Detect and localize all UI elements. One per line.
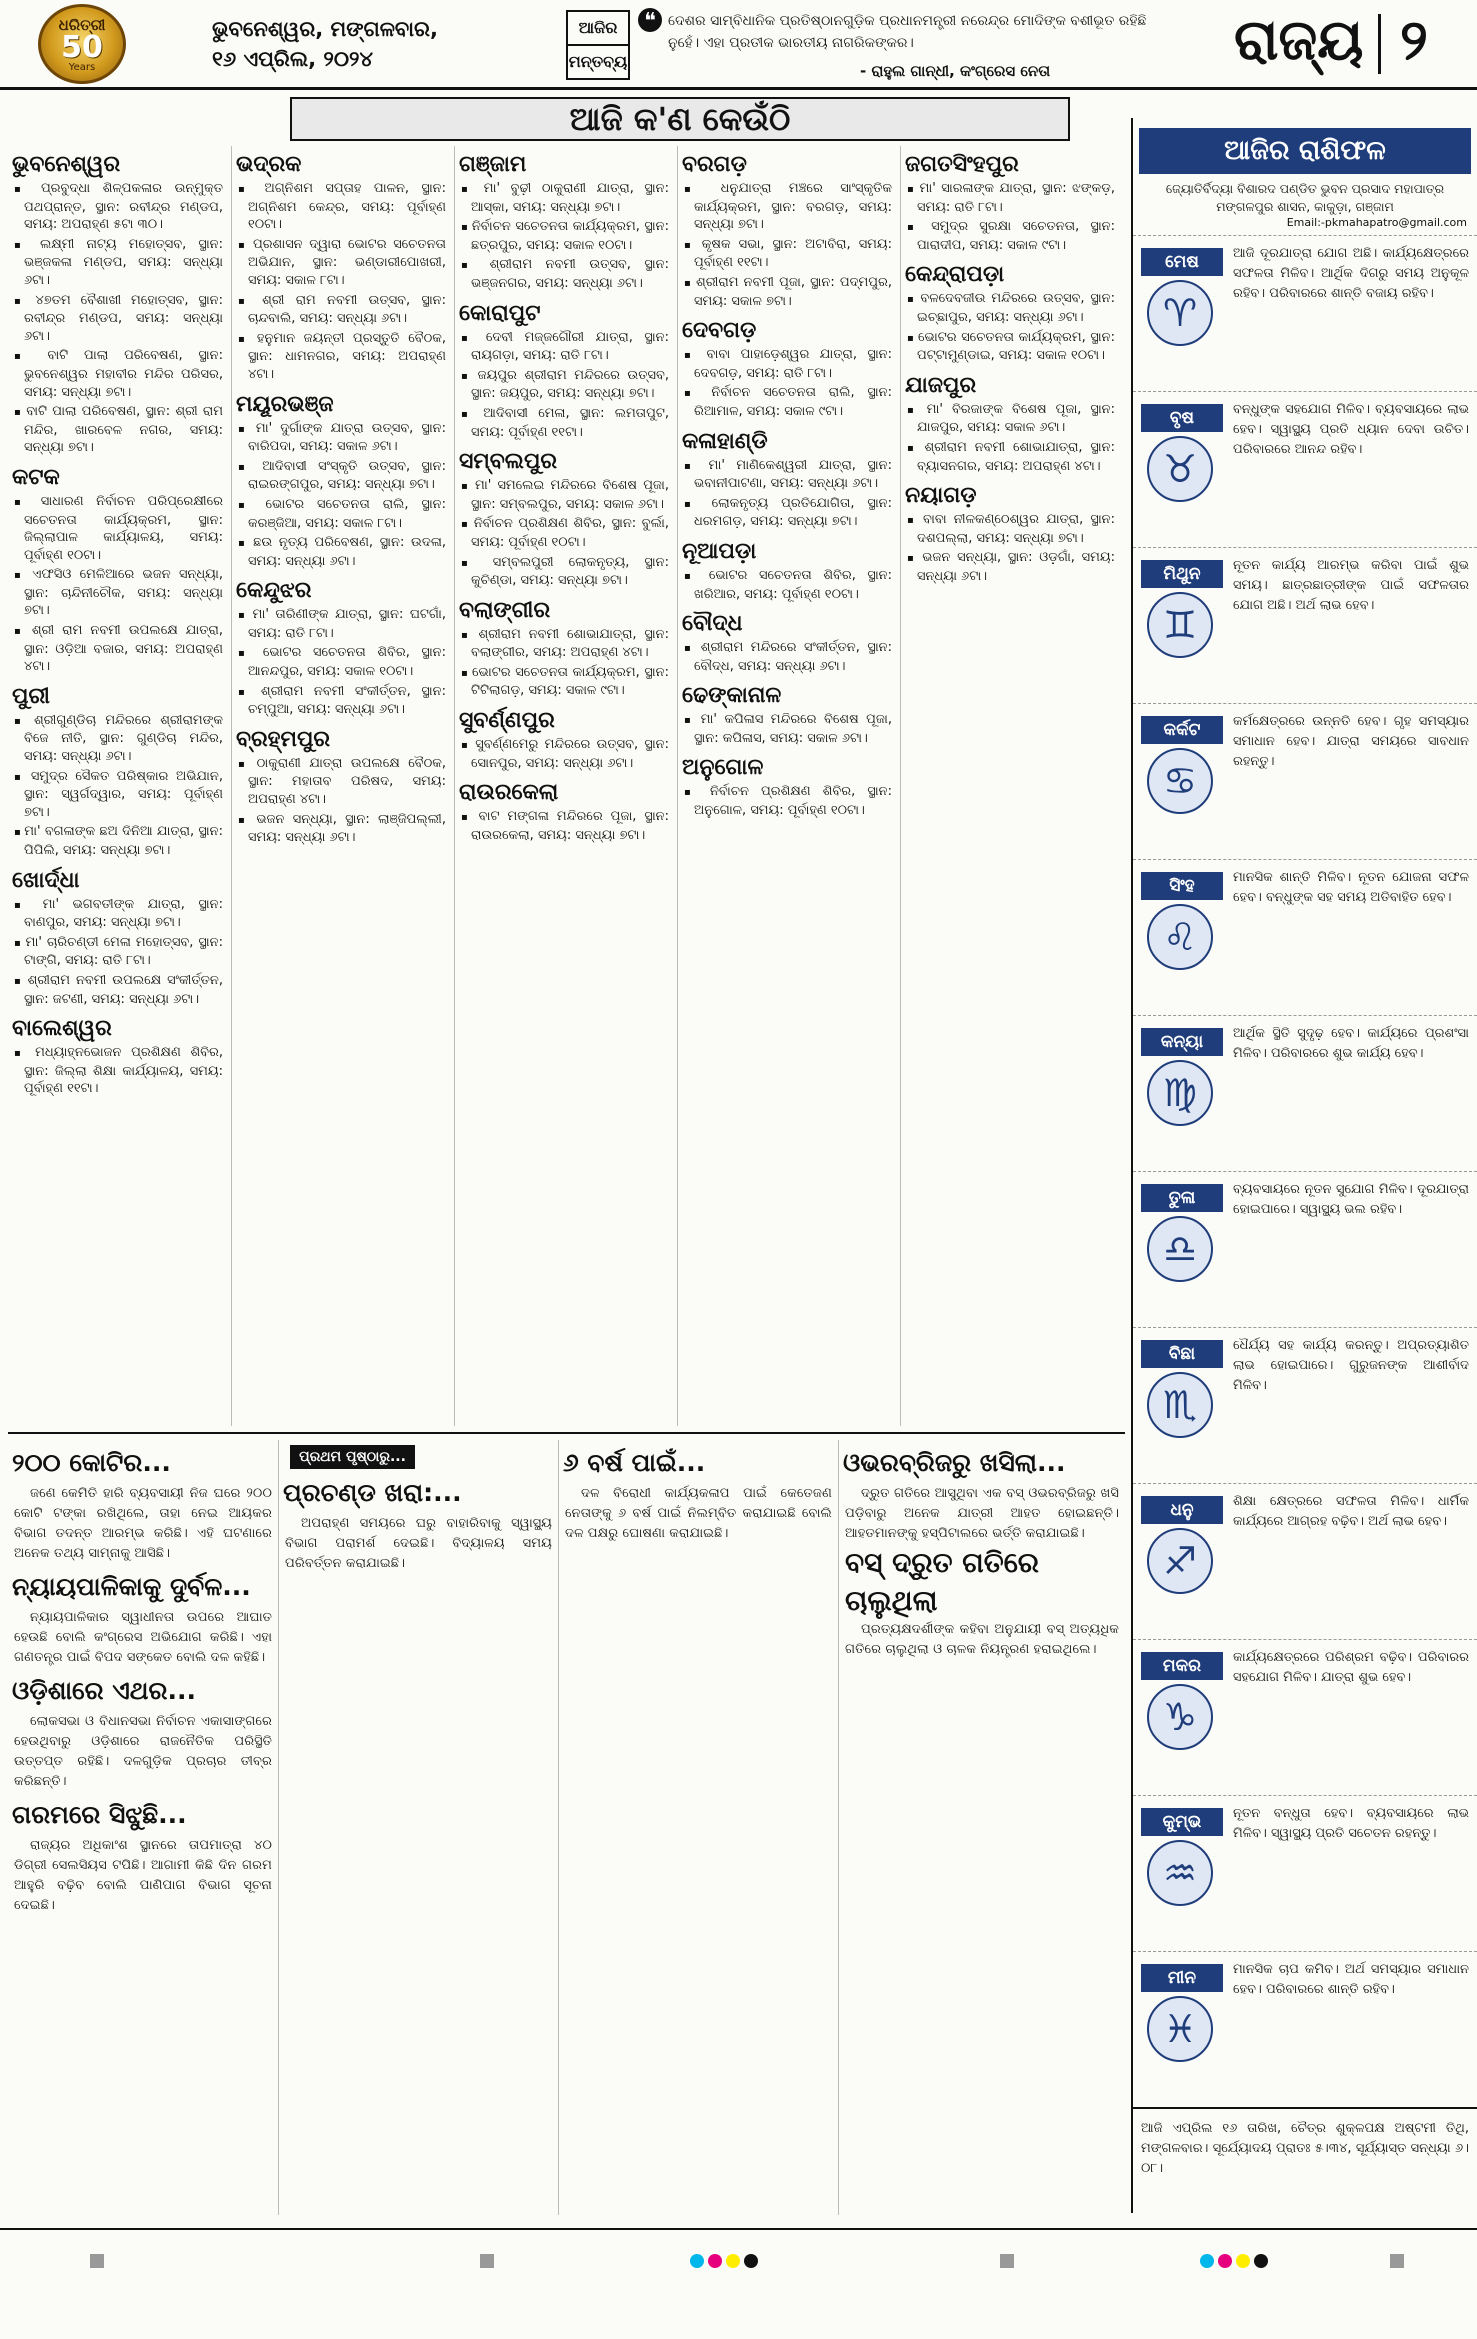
zodiac-sign-name: ମକର (1141, 1652, 1223, 1680)
district-heading: ଭୁବନେଶ୍ୱର (12, 152, 121, 177)
libra-icon: ♎ (1147, 1216, 1213, 1282)
logo-anniversary-number: 50 (61, 29, 103, 65)
masthead (0, 0, 1477, 90)
zodiac-prediction: ଆଜି ଦୂରଯାତ୍ରା ଯୋଗ ଅଛି। କାର୍ଯ୍ୟକ୍ଷେତ୍ରରେ ସଫଳତା ମିଳିବ। ଆର୍ଥିକ ଦିଗରୁ ସମୟ ଅନୁକୂଳ ରହିବ। ପରିବାରରେ ଶାନ୍ତି ବଜାୟ ରହିବ। (1233, 246, 1469, 301)
zodiac-sign-name: ଧନୁ (1141, 1496, 1223, 1524)
district-heading: ପୁରୀ (12, 683, 50, 709)
event-item: ▪ ଶ୍ରୀରାମ ନବମୀ ଶୋଭାଯାତ୍ରା, ସ୍ଥାନ: ବଲାଙ୍ଗୀର, ସମୟ: ଅପରାହ୍ଣ ୪ଟା। (455, 626, 673, 664)
district-heading: ଯାଜପୁର (905, 372, 977, 398)
quote-icon: ❝ (638, 8, 662, 32)
zodiac-sign-block (1133, 1483, 1477, 1639)
article-headline: ନ୍ୟାୟପାଳିକାକୁ ଦୁର୍ବଳ... (12, 1572, 251, 1601)
district-heading: ଦେବଗଡ଼ (682, 318, 757, 344)
black-dot (744, 2254, 758, 2268)
district-heading: ଭଦ୍ରକ (236, 152, 302, 177)
magenta-dot (1218, 2254, 1232, 2268)
yellow-dot (726, 2254, 740, 2268)
zodiac-sign-name: କନ୍ୟା (1141, 1028, 1223, 1056)
event-item: ▪ ଭୋଟର ସଚେତନତା କାର୍ଯ୍ୟକ୍ରମ, ସ୍ଥାନ: ଟିଟିଲାଗଡ଼, ସମୟ: ସକାଳ ୯ଟା। (455, 664, 673, 702)
horoscope-panel (1131, 118, 1477, 2213)
today-label: ଆଜିର (568, 12, 628, 46)
article-headline: ୬ ବର୍ଷ ପାଇଁ... (563, 1448, 706, 1477)
district-heading: କଟକ (12, 464, 60, 490)
article-headline: ୨୦୦ କୋଟିର... (12, 1448, 171, 1477)
article-headline: ବସ୍ ଦ୍ରୁତ ଗତିରେ ଚାଲୁଥିଲା (845, 1546, 1040, 1617)
newspaper-logo (38, 4, 126, 84)
zodiac-sign-block (1133, 1171, 1477, 1327)
events-listing (8, 146, 1125, 1426)
pisces-icon: ♓ (1147, 1996, 1213, 2062)
astrologer-email: Email:-pkmahapatro@gmail.com (1286, 216, 1467, 229)
district-heading: ଗଞ୍ଜାମ (459, 152, 527, 177)
quote-text: ଦେଶର ସାମ୍ବିଧାନିକ ପ୍ରତିଷ୍ଠାନଗୁଡ଼ିକ ପ୍ରଧାନମନ୍ତ୍ରୀ ନରେନ୍ଦ୍ର ମୋଦିଙ୍କ ବଶୀଭୂତ ରହିଛି ନୁହେଁ। ଏହା ପ୍ରତୀକ ଭାରତୀୟ ନାଗରିକଙ୍କର। (668, 13, 1147, 51)
zodiac-sign-name: ସିଂହ (1141, 872, 1223, 900)
district-heading: ବୌଦ୍ଧ (682, 611, 743, 637)
article-body: ଅପରାହ୍ଣ ସମୟରେ ଘରୁ ବାହାରିବାକୁ ସ୍ୱାସ୍ଥ୍ୟ ବିଭାଗ ପରାମର୍ଶ ଦେଇଛି। ବିଦ୍ୟାଳୟ ସମୟ ପରିବର୍ତ୍ତନ କରାଯାଇଛି। (285, 1516, 552, 1571)
district-heading: ବରଗଡ଼ (682, 152, 747, 177)
aries-icon: ♈ (1147, 280, 1213, 346)
events-column (8, 146, 227, 1426)
event-item: ▪ ବାବା ନୀଳକଣ୍ଠେଶ୍ୱର ଯାତ୍ରା, ସ୍ଥାନ: ଦଶପଲ୍ଲା, ସମୟ: ସନ୍ଧ୍ୟା ୭ଟା। (901, 511, 1119, 549)
event-item: ▪ ମା' ବୁଢ଼ୀ ଠାକୁରାଣୀ ଯାତ୍ରା, ସ୍ଥାନ: ଆସ୍କା, ସମୟ: ସନ୍ଧ୍ୟା ୭ଟା। (455, 180, 673, 218)
event-item: ▪ ମା' କପିଳାସ ମନ୍ଦିରରେ ବିଶେଷ ପୂଜା, ସ୍ଥାନ: କପିଳାସ, ସମୟ: ସକାଳ ୬ଟା। (678, 711, 896, 749)
dateline-date: ୧୬ ଏପ୍ରିଲ, ୨୦୨୪ (212, 47, 373, 71)
event-item: ▪ ଭଜନ ସନ୍ଧ୍ୟା, ସ୍ଥାନ: ଲାଞ୍ଜିପଲ୍ଲୀ, ସମୟ: ସନ୍ଧ୍ୟା ୬ଟା। (232, 811, 450, 849)
zodiac-prediction: ମାନସିକ ଶାନ୍ତି ମିଳିବ। ନୂତନ ଯୋଜନା ସଫଳ ହେବ। ବନ୍ଧୁଙ୍କ ସହ ସମୟ ଅତିବାହିତ ହେବ। (1233, 870, 1469, 905)
article-body: ଜଣେ କେମିତି ହାରି ବ୍ୟବସାୟୀ ନିଜ ଘରେ ୨୦୦ କୋଟି ଟଙ୍କା ରଖିଥିଲେ, ତାହା ନେଇ ଆୟକର ବିଭାଗ ତଦନ୍ତ ଆରମ୍ଭ କରିଛି। ଏହି ଘଟଣାରେ ଅନେକ ତଥ୍ୟ ସାମ୍ନାକୁ ଆସିଛି। (14, 1486, 272, 1561)
district-heading: ରାଉରକେଲା (459, 780, 559, 806)
zodiac-sign-name: ତୁଳା (1141, 1184, 1223, 1212)
district-heading: କେନ୍ଦ୍ରାପଡ଼ା (905, 262, 1005, 288)
event-item: ▪ ଜୟପୁର ଶ୍ରୀରାମ ମନ୍ଦିରରେ ଉତ୍ସବ, ସ୍ଥାନ: ଜୟପୁର, ସମୟ: ସନ୍ଧ୍ୟା ୭ଟା। (455, 367, 673, 405)
event-item: ▪ ଆଦିବାସୀ ମେଳା, ସ୍ଥାନ: ଲମତାପୁଟ, ସମୟ: ପୂର୍ବାହ୍ଣ ୧୧ଟା। (455, 405, 673, 443)
zodiac-prediction: ବନ୍ଧୁଙ୍କ ସହଯୋଗ ମିଳିବ। ବ୍ୟବସାୟରେ ଲାଭ ହେବ। ସ୍ୱାସ୍ଥ୍ୟ ପ୍ରତି ଧ୍ୟାନ ଦେବା ଉଚିତ। ପରିବାରରେ ଆନନ୍ଦ ରହିବ। (1233, 402, 1469, 457)
yellow-dot (1236, 2254, 1250, 2268)
news-column-3 (558, 1440, 838, 2215)
news-column-4 (838, 1440, 1125, 2215)
section-divider (8, 1432, 1125, 1434)
registration-mark (1390, 2254, 1404, 2268)
event-item: ▪ ସମୁଦ୍ର ସୈକତ ପରିଷ୍କାର ଅଭିଯାନ, ସ୍ଥାନ: ସ୍ୱର୍ଗଦ୍ୱାର, ସମୟ: ପୂର୍ବାହ୍ଣ ୭ଟା। (8, 768, 227, 824)
event-item: ▪ ବାବା ପାହାଡ଼େଶ୍ୱର ଯାତ୍ରା, ସ୍ଥାନ: ଦେବଗଡ଼, ସମୟ: ରାତି ୮ଟା। (678, 346, 896, 384)
event-item: ▪ ଭୋଟର ସଚେତନତା ରାଲି, ସ୍ଥାନ: କରଞ୍ଜିଆ, ସମୟ: ସକାଳ ୮ଟା। (232, 496, 450, 534)
astrologer-address: ମଙ୍ଗଳପୁର ଶାସନ, କାକୁଡ଼ା, ଗଞ୍ଜାମ (1216, 199, 1394, 214)
event-item: ▪ ଲକ୍ଷ୍ମୀ ନାଟ୍ୟ ମହୋତ୍ସବ, ସ୍ଥାନ: ଭଞ୍ଜକଳା ମଣ୍ଡପ, ସମୟ: ସନ୍ଧ୍ୟା ୬ଟା। (8, 236, 227, 292)
event-item: ▪ ଠାକୁରାଣୀ ଯାତ୍ରା ଉପଲକ୍ଷେ ବୈଠକ, ସ୍ଥାନ: ମହାତାବ ପରିଷଦ, ସମୟ: ଅପରାହ୍ଣ ୪ଟା। (232, 755, 450, 811)
event-item: ▪ ନିର୍ବାଚନ ସଚେତନତା କାର୍ଯ୍ୟକ୍ରମ, ସ୍ଥାନ: ଛତ୍ରପୁର, ସମୟ: ସକାଳ ୧୦ଟା। (455, 218, 673, 256)
zodiac-sign-name: କର୍କଟ (1141, 716, 1223, 744)
section-title: ରାଜ୍ୟ (1234, 8, 1364, 73)
event-item: ▪ ଭୋଟର ସଚେତନତା ଶିବିର, ସ୍ଥାନ: ଖରିଆର, ସମୟ: ପୂର୍ବାହ୍ଣ ୧୦ଟା। (678, 567, 896, 605)
scorpio-icon: ♏ (1147, 1372, 1213, 1438)
event-item: ▪ ନିର୍ବାଚନ ପ୍ରଶିକ୍ଷଣ ଶିବିର, ସ୍ଥାନ: ବୁର୍ଲା, ସମୟ: ପୂର୍ବାହ୍ଣ ୧୦ଟା। (455, 515, 673, 553)
event-item: ▪ ଭୋଟର ସଚେତନତା ଶିବିର, ସ୍ଥାନ: ଆନନ୍ଦପୁର, ସମୟ: ସକାଳ ୧୦ଟା। (232, 644, 450, 682)
district-heading: ସୁବର୍ଣ୍ଣପୁର (459, 708, 555, 734)
article-body: ଦଳ ବିରୋଧୀ କାର୍ଯ୍ୟକଳାପ ପାଇଁ କେତେଜଣ ନେତାଙ୍କୁ ୬ ବର୍ଷ ପାଇଁ ନିଲମ୍ବିତ କରାଯାଇଛି ବୋଲି ଦଳ ପକ୍ଷରୁ ଘୋଷଣା କରାଯାଇଛି। (565, 1486, 832, 1541)
event-item: ▪ ଶ୍ରୀରାମ ନବମୀ ଶୋଭାଯାତ୍ରା, ସ୍ଥାନ: ବ୍ୟାସନଗର, ସମୟ: ଅପରାହ୍ଣ ୪ଟା। (901, 439, 1119, 477)
event-item: ▪ କୃଷକ ସଭା, ସ୍ଥାନ: ଅଟାବିରା, ସମୟ: ପୂର୍ବାହ୍ଣ ୧୧ଟା। (678, 236, 896, 274)
almanac-text: ଆଜି ଏପ୍ରିଲ ୧୬ ତାରିଖ, ଚୈତ୍ର ଶୁକ୍ଳପକ୍ଷ ଅଷ୍ଟମୀ ତିଥି, ମଙ୍ଗଳବାର। ସୂର୍ଯ୍ୟୋଦୟ ପ୍ରାତଃ ୫।୩୪, ସୂର୍ଯ୍ୟାସ୍ତ ସନ୍ଧ୍ୟା ୬।୦୮। (1133, 2107, 1477, 2189)
registration-mark (1000, 2254, 1014, 2268)
today-comment-label (566, 10, 630, 80)
zodiac-sign-name: ମୀନ (1141, 1964, 1223, 1992)
registration-mark (480, 2254, 494, 2268)
event-item: ▪ ଭଜନ ସନ୍ଧ୍ୟା, ସ୍ଥାନ: ଓଡ଼଼ଗାଁ, ସମୟ: ସନ୍ଧ୍ୟା ୬ଟା। (901, 549, 1119, 587)
event-item: ▪ ମଧ୍ୟାହ୍ନଭୋଜନ ପ୍ରଶିକ୍ଷଣ ଶିବିର, ସ୍ଥାନ: ଜିଲ୍ଲା ଶିକ୍ଷା କାର୍ଯ୍ୟାଳୟ, ସମୟ: ପୂର୍ବାହ୍ଣ ୧୧ଟା। (8, 1044, 227, 1100)
zodiac-prediction: ନୂତନ କାର୍ଯ୍ୟ ଆରମ୍ଭ କରିବା ପାଇଁ ଶୁଭ ସମୟ। ଛାତ୍ରଛାତ୍ରୀଙ୍କ ପାଇଁ ସଫଳତାର ଯୋଗ ଅଛି। ଅର୍ଥ ଲାଭ ହେବ। (1233, 558, 1469, 613)
zodiac-prediction: ଧୈର୍ଯ୍ୟ ସହ କାର୍ଯ୍ୟ କରନ୍ତୁ। ଅପ୍ରତ୍ୟାଶିତ ଲାଭ ହୋଇପାରେ। ଗୁରୁଜନଙ୍କ ଆଶୀର୍ବାଦ ମିଳିବ। (1233, 1338, 1469, 1393)
event-item: ▪ ମା' ଭଗବତୀଙ୍କ ଯାତ୍ରା, ସ୍ଥାନ: ବାଣପୁର, ସମୟ: ସନ୍ଧ୍ୟା ୭ଟା। (8, 896, 227, 934)
zodiac-prediction: କର୍ମକ୍ଷେତ୍ରରେ ଉନ୍ନତି ହେବ। ଗୃହ ସମସ୍ୟାର ସମାଧାନ ହେବ। ଯାତ୍ରା ସମୟରେ ସାବଧାନ ରହନ୍ତୁ। (1233, 714, 1469, 769)
zodiac-sign-block (1133, 1327, 1477, 1483)
event-item: ▪ ଲୋକନୃତ୍ୟ ପ୍ରତିଯୋଗିତା, ସ୍ଥାନ: ଧରମଗଡ଼, ସମୟ: ସନ୍ଧ୍ୟା ୭ଟା। (678, 495, 896, 533)
event-item: ▪ ମା' ବଗଳାଙ୍କ ଛଅ ଦିନିଆ ଯାତ୍ରା, ସ୍ଥାନ: ପିପିଲି, ସମୟ: ସନ୍ଧ୍ୟା ୭ଟା। (8, 823, 227, 861)
district-heading: କୋରାପୁଟ (459, 300, 541, 326)
event-item: ▪ ଶ୍ରୀରାମ ମନ୍ଦିରରେ ସଂକୀର୍ତ୍ତନ, ସ୍ଥାନ: ବୌଦ୍ଧ, ସମୟ: ସନ୍ଧ୍ୟା ୬ଟା। (678, 639, 896, 677)
event-item: ▪ ଛଉ ନୃତ୍ୟ ପରିବେଷଣ, ସ୍ଥାନ: ଉଦଳା, ସମୟ: ସନ୍ଧ୍ୟା ୬ଟା। (232, 534, 450, 572)
district-heading: ନୟାଗଡ଼ (905, 483, 977, 509)
district-heading: ଜଗତସିଂହପୁର (905, 152, 1019, 177)
zodiac-sign-name: ବୃଷ (1141, 404, 1223, 432)
zodiac-prediction: ନୂତନ ବନ୍ଧୁତା ହେବ। ବ୍ୟବସାୟରେ ଲାଭ ମିଳିବ। ସ୍ୱାସ୍ଥ୍ୟ ପ୍ରତି ସଚେତନ ରହନ୍ତୁ। (1233, 1806, 1469, 1841)
zodiac-sign-block (1133, 1639, 1477, 1795)
article-headline: ପ୍ରଚଣ୍ଡ ଖରା:... (283, 1478, 462, 1507)
zodiac-sign-block (1133, 703, 1477, 859)
page-footer (0, 2228, 1477, 2339)
article-headline: ଓଭରବ୍ରିଜରୁ ଖସିଲା... (843, 1448, 1066, 1477)
article-headline: ଗରମରେ ସିଝୁଛି... (12, 1800, 187, 1829)
zodiac-list (1133, 235, 1477, 2107)
district-heading: କଳାହାଣ୍ଡି (682, 428, 768, 454)
event-item: ▪ ଏଫସିଓ ମେଳିଆରେ ଭଜନ ସନ୍ଧ୍ୟା, ସ୍ଥାନ: ଚାନ୍ଦିନୀଚୌକ, ସମୟ: ସନ୍ଧ୍ୟା ୭ଟା। (8, 566, 227, 622)
zodiac-prediction: ଶିକ୍ଷା କ୍ଷେତ୍ରରେ ସଫଳତା ମିଳିବ। ଧାର୍ମିକ କାର୍ଯ୍ୟରେ ଆଗ୍ରହ ବଢ଼ିବ। ଅର୍ଥ ଲାଭ ହେବ। (1233, 1494, 1469, 1529)
cyan-dot (690, 2254, 704, 2268)
logo-name: ଧରିତ୍ରୀ (58, 15, 106, 34)
event-item: ▪ ହନୁମାନ ଜୟନ୍ତୀ ପ୍ରସ୍ତୁତି ବୈଠକ, ସ୍ଥାନ: ଧାମନଗର, ସମୟ: ଅପରାହ୍ଣ ୪ଟା। (232, 330, 450, 386)
district-heading: ବଲାଙ୍ଗୀର (459, 597, 551, 623)
zodiac-sign-block (1133, 547, 1477, 703)
zodiac-prediction: ବ୍ୟବସାୟରେ ନୂତନ ସୁଯୋଗ ମିଳିବ। ଦୂରଯାତ୍ରା ହୋଇପାରେ। ସ୍ୱାସ୍ଥ୍ୟ ଭଲ ରହିବ। (1233, 1182, 1469, 1217)
black-dot (1254, 2254, 1268, 2268)
event-item: ▪ ମା' ସମଲେଇ ମନ୍ଦିରରେ ବିଶେଷ ପୂଜା, ସ୍ଥାନ: ସମ୍ବଲପୁର, ସମୟ: ସକାଳ ୬ଟା। (455, 477, 673, 515)
zodiac-sign-name: କୁମ୍ଭ (1141, 1808, 1223, 1836)
zodiac-sign-name: ବିଛା (1141, 1340, 1223, 1368)
zodiac-sign-name: ମିଥୁନ (1141, 560, 1223, 588)
event-item: ▪ ସୁବର୍ଣ୍ଣମେରୁ ମନ୍ଦିରରେ ଉତ୍ସବ, ସ୍ଥାନ: ସୋନପୁର, ସମୟ: ସନ୍ଧ୍ୟା ୬ଟା। (455, 736, 673, 774)
events-banner: ଆଜି କ'ଣ କେଉଁଠି (290, 97, 1070, 141)
magenta-dot (708, 2254, 722, 2268)
event-item: ▪ ଶ୍ରୀରାମ ନବମୀ ପୂଜା, ସ୍ଥାନ: ପଦ୍ମପୁର, ସମୟ: ସକାଳ ୭ଟା। (678, 274, 896, 312)
aquarius-icon: ♒ (1147, 1840, 1213, 1906)
event-item: ▪ ସାଧାରଣ ନିର୍ବାଚନ ପରିପ୍ରେକ୍ଷୀରେ ସଚେତନତା କାର୍ଯ୍ୟକ୍ରମ, ସ୍ଥାନ: ଜିଲ୍ଲାପାଳ କାର୍ଯ୍ୟାଳୟ, ସମୟ: ପୂର୍ବାହ୍ଣ ୧୦ଟା। (8, 493, 227, 566)
event-item: ▪ ଶ୍ରୀଗୁଣ୍ଡିଚା ମନ୍ଦିରରେ ଶ୍ରୀରାମଙ୍କ ବିଜେ ନୀତି, ସ୍ଥାନ: ଗୁଣ୍ଡିଚା ମନ୍ଦିର, ସମୟ: ସନ୍ଧ୍ୟା ୬ଟା। (8, 712, 227, 768)
news-column-2 (278, 1440, 558, 2215)
zodiac-sign-block (1133, 1951, 1477, 2107)
event-item: ▪ ଆଦିବାସୀ ସଂସ୍କୃତି ଉତ୍ସବ, ସ୍ଥାନ: ରାଇରଙ୍ଗପୁର, ସମୟ: ସନ୍ଧ୍ୟା ୭ଟା। (232, 458, 450, 496)
zodiac-sign-name: ମେଷ (1141, 248, 1223, 276)
district-heading: ସମ୍ବଲପୁର (459, 449, 558, 475)
leo-icon: ♌ (1147, 904, 1213, 970)
event-item: ▪ ଶ୍ରୀ ରାମ ନବମୀ ଉତ୍ସବ, ସ୍ଥାନ: ଚାନ୍ଦବାଲି, ସମୟ: ସନ୍ଧ୍ୟା ୬ଟା। (232, 292, 450, 330)
news-column-1 (8, 1440, 278, 2215)
sagittarius-icon: ♐ (1147, 1528, 1213, 1594)
district-heading: ନୂଆପଡ଼ା (682, 538, 757, 564)
event-item: ▪ ନିର୍ବାଚନ ପ୍ରଶିକ୍ଷଣ ଶିବିର, ସ୍ଥାନ: ଅନୁଗୋଳ, ସମୟ: ପୂର୍ବାହ୍ଣ ୧୦ଟା। (678, 783, 896, 821)
astrologer-credit (1133, 180, 1477, 216)
zodiac-prediction: ମାନସିକ ଚାପ କମିବ। ଅର୍ଥ ସମସ୍ୟାର ସମାଧାନ ହେବ। ପରିବାରରେ ଶାନ୍ତି ରହିବ। (1233, 1962, 1469, 1997)
color-registration (1200, 2254, 1268, 2268)
events-column (677, 146, 896, 1426)
article-body: ରାଜ୍ୟର ଅଧିକାଂଶ ସ୍ଥାନରେ ତାପମାତ୍ରା ୪୦ ଡିଗ୍ରୀ ସେଲସିୟସ ଟପିଛି। ଆଗାମୀ କିଛି ଦିନ ଗରମ ଆହୁରି ବଢ଼ିବ ବୋଲି ପାଣିପାଗ ବିଭାଗ ସୂଚନା ଦେଇଛି। (14, 1838, 272, 1913)
capricorn-icon: ♑ (1147, 1684, 1213, 1750)
taurus-icon: ♉ (1147, 436, 1213, 502)
event-item: ▪ ୪୭ତମ ବୈଶାଖୀ ମହୋତ୍ସବ, ସ୍ଥାନ: ରବୀନ୍ଦ୍ର ମଣ୍ଡପ, ସମୟ: ସନ୍ଧ୍ୟା ୬ଟା। (8, 292, 227, 348)
page-divider (1378, 14, 1381, 74)
quote-attribution: - ରାହୁଲ ଗାନ୍ଧୀ, କଂଗ୍ରେସ ନେତା (860, 62, 1051, 80)
horoscope-title: ଆଜିର ରାଶିଫଳ (1139, 128, 1471, 174)
events-column (231, 146, 450, 1426)
district-heading: ଖୋର୍ଦ୍ଧା (12, 867, 80, 893)
zodiac-sign-block (1133, 1795, 1477, 1951)
zodiac-prediction: କାର୍ଯ୍ୟକ୍ଷେତ୍ରରେ ପରିଶ୍ରମ ବଢ଼ିବ। ପରିବାରର ସହଯୋଗ ମିଳିବ। ଯାତ୍ରା ଶୁଭ ହେବ। (1233, 1650, 1469, 1685)
continued-label: ପ୍ରଥମ ପୃଷ୍ଠାରୁ... (290, 1445, 415, 1469)
event-item: ▪ ବାଟ ମଙ୍ଗଳା ମନ୍ଦିରରେ ପୂଜା, ସ୍ଥାନ: ରାଉରକେଲା, ସମୟ: ସନ୍ଧ୍ୟା ୭ଟା। (455, 808, 673, 846)
page-number: ୨ (1400, 8, 1428, 73)
virgo-icon: ♍ (1147, 1060, 1213, 1126)
event-item: ▪ ମା' ବିରଜାଙ୍କ ବିଶେଷ ପୂଜା, ସ୍ଥାନ: ଯାଜପୁର, ସମୟ: ସକାଳ ୬ଟା। (901, 401, 1119, 439)
event-item: ▪ ଦେବୀ ମଜ୍ଜଗୌରୀ ଯାତ୍ରା, ସ୍ଥାନ: ରାୟଗଡ଼ା, ସମୟ: ରାତି ୮ଟା। (455, 329, 673, 367)
cancer-icon: ♋ (1147, 748, 1213, 814)
district-heading: ବ୍ରହ୍ମପୁର (236, 726, 331, 752)
astrologer-name: ଜ୍ୟୋତିର୍ବିଦ୍ୟା ବିଶାରଦ ପଣ୍ଡିତ ଭୁବନ ପ୍ରସାଦ ମହାପାତ୍ର (1165, 181, 1445, 196)
district-heading: ଅନୁଗୋଳ (682, 755, 764, 781)
event-item: ▪ ମା' ଦୁର୍ଗାଙ୍କ ଯାତ୍ରା ଉତ୍ସବ, ସ୍ଥାନ: ବାରିପଦା, ସମୟ: ସକାଳ ୬ଟା। (232, 420, 450, 458)
event-item: ▪ ଅଗ୍ନିଶମ ସପ୍ତାହ ପାଳନ, ସ୍ଥାନ: ଅଗ୍ନିଶମ କେନ୍ଦ୍ର, ସମୟ: ପୂର୍ବାହ୍ଣ ୧୦ଟା। (232, 180, 450, 236)
event-item: ▪ ପ୍ରଶାସନ ଦ୍ୱାରା ଭୋଟର ସଚେତନତା ଅଭିଯାନ, ସ୍ଥାନ: ଭଣ୍ଡାରୀପୋଖରୀ, ସମୟ: ସକାଳ ୮ଟା। (232, 236, 450, 292)
event-item: ▪ ଧନୁଯାତ୍ରା ମଞ୍ଚରେ ସାଂସ୍କୃତିକ କାର୍ଯ୍ୟକ୍ରମ, ସ୍ଥାନ: ବରଗଡ଼, ସମୟ: ସନ୍ଧ୍ୟା ୭ଟା। (678, 180, 896, 236)
cyan-dot (1200, 2254, 1214, 2268)
event-item: ▪ ଶ୍ରୀରାମ ନବମୀ ଉପଲକ୍ଷେ ସଂକୀର୍ତ୍ତନ, ସ୍ଥାନ: ଜଟଣୀ, ସମୟ: ସନ୍ଧ୍ୟା ୬ଟା। (8, 972, 227, 1010)
district-heading: ଢେଙ୍କାନାଳ (682, 683, 782, 709)
event-item: ▪ ମା' ତାରିଣୀଙ୍କ ଯାତ୍ରା, ସ୍ଥାନ: ଘଟଗାଁ, ସମୟ: ରାତି ୮ଟା। (232, 606, 450, 644)
article-body: ପ୍ରତ୍ୟକ୍ଷଦର୍ଶୀଙ୍କ କହିବା ଅନୁଯାୟୀ ବସ୍ ଅତ୍ୟଧିକ ଗତିରେ ଚାଲୁଥିଲା ଓ ଚାଳକ ନିୟନ୍ତ୍ରଣ ହରାଇଥିଲେ। (845, 1622, 1119, 1657)
zodiac-prediction: ଆର୍ଥିକ ସ୍ଥିତି ସୁଦୃଢ଼ ହେବ। କାର୍ଯ୍ୟରେ ପ୍ରଶଂସା ମିଳିବ। ପରିବାରରେ ଶୁଭ କାର୍ଯ୍ୟ ହେବ। (1233, 1026, 1469, 1061)
district-heading: କେନ୍ଦୁଝର (236, 578, 312, 604)
comment-label: ମନ୍ତବ୍ୟ (568, 52, 628, 71)
dateline-city-day: ଭୁବନେଶ୍ୱର, ମଙ୍ଗଳବାର, (212, 17, 438, 41)
zodiac-sign-block (1133, 391, 1477, 547)
event-item: ▪ ବାଟି ପାଲା ପରିବେଷଣ, ସ୍ଥାନ: ଭୁବନେଶ୍ୱର ମହାବୀର ମନ୍ଦିର ପରିସର, ସମୟ: ସନ୍ଧ୍ୟା ୭ଟା। (8, 347, 227, 403)
article-headline: ଓଡ଼ିଶାରେ ଏଥର... (12, 1676, 196, 1705)
zodiac-sign-block (1133, 859, 1477, 1015)
events-column (454, 146, 673, 1426)
zodiac-sign-block (1133, 235, 1477, 391)
zodiac-sign-block (1133, 1015, 1477, 1171)
logo-years: Years (68, 61, 96, 73)
event-item: ▪ ଶ୍ରୀରାମ ନବମୀ ଉତ୍ସବ, ସ୍ଥାନ: ଭଞ୍ଜନଗର, ସମୟ: ସନ୍ଧ୍ୟା ୬ଟା। (455, 256, 673, 294)
event-item: ▪ ଶ୍ରୀ ରାମ ନବମୀ ଉପଲକ୍ଷେ ଯାତ୍ରା, ସ୍ଥାନ: ଓଡ଼ିଆ ବଜାର, ସମୟ: ଅପରାହ୍ଣ ୪ଟା। (8, 622, 227, 678)
article-body: ଲୋକସଭା ଓ ବିଧାନସଭା ନିର୍ବାଚନ ଏକାସାଙ୍ଗରେ ହେଉଥିବାରୁ ଓଡ଼ିଶାରେ ରାଜନୈତିକ ପରିସ୍ଥିତି ଉତ୍ତପ୍ତ ରହିଛି। ଦଳଗୁଡ଼ିକ ପ୍ରଚାର ତୀବ୍ର କରିଛନ୍ତି। (14, 1714, 272, 1789)
event-item: ▪ ମା' ମାଣିକେଶ୍ୱରୀ ଯାତ୍ରା, ସ୍ଥାନ: ଭବାନୀପାଟଣା, ସମୟ: ସନ୍ଧ୍ୟା ୬ଟା। (678, 457, 896, 495)
event-item: ▪ ସମ୍ବଲପୁରୀ ଲୋକନୃତ୍ୟ, ସ୍ଥାନ: କୁଚିଣ୍ଡା, ସମୟ: ସନ୍ଧ୍ୟା ୭ଟା। (455, 554, 673, 592)
events-column (900, 146, 1119, 1426)
event-item: ▪ ବଳଦେବଜୀଉ ମନ୍ଦିରରେ ଉତ୍ସବ, ସ୍ଥାନ: ଇଚ୍ଛାପୁର, ସମୟ: ସନ୍ଧ୍ୟା ୬ଟା। (901, 290, 1119, 328)
color-registration (690, 2254, 758, 2268)
event-item: ▪ ବାଟି ପାଲା ପରିବେଷଣ, ସ୍ଥାନ: ଶ୍ରୀ ରାମ ମନ୍ଦିର, ଖାରବେଳ ନଗର, ସମୟ: ସନ୍ଧ୍ୟା ୭ଟା। (8, 403, 227, 459)
event-item: ▪ ଶ୍ରୀରାମ ନବମୀ ସଂକୀର୍ତ୍ତନ, ସ୍ଥାନ: ଚମ୍ପୁଆ, ସମୟ: ସନ୍ଧ୍ୟା ୬ଟା। (232, 683, 450, 721)
event-item: ▪ ଭୋଟର ସଚେତନତା କାର୍ଯ୍ୟକ୍ରମ, ସ୍ଥାନ: ପଟ୍ଟାମୁଣ୍ଡାଇ, ସମୟ: ସକାଳ ୧୦ଟା। (901, 329, 1119, 367)
dateline (212, 14, 438, 74)
district-heading: ବାଲେଶ୍ୱର (12, 1016, 112, 1042)
event-item: ▪ ସମୁଦ୍ର ସୁରକ୍ଷା ସଚେତନତା, ସ୍ଥାନ: ପାରାଦୀପ, ସମୟ: ସକାଳ ୯ଟା। (901, 218, 1119, 256)
event-item: ▪ ମା' ସାରଳାଙ୍କ ଯାତ୍ରା, ସ୍ଥାନ: ଝଙ୍କଡ଼, ସମୟ: ରାତି ୮ଟା। (901, 180, 1119, 218)
registration-mark (90, 2254, 104, 2268)
event-item: ▪ ମା' ଚାରିଚଣ୍ଡୀ ମେଳା ମହୋତ୍ସବ, ସ୍ଥାନ: ଟାଙ୍ଗି, ସମୟ: ରାତି ୮ଟା। (8, 934, 227, 972)
article-body: ଦ୍ରୁତ ଗତିରେ ଆସୁଥିବା ଏକ ବସ୍ ଓଭରବ୍ରିଜରୁ ଖସି ପଡ଼ିବାରୁ ଅନେକ ଯାତ୍ରୀ ଆହତ ହୋଇଛନ୍ତି। ଆହତମାନଙ୍କୁ ହସ୍ପିଟାଲରେ ଭର୍ତ୍ତି କରାଯାଇଛି। (845, 1486, 1119, 1541)
district-heading: ମୟୂରଭଞ୍ଜ (236, 391, 334, 417)
event-item: ▪ ନିର୍ବାଚନ ସଚେତନତା ରାଲି, ସ୍ଥାନ: ରିଆମାଳ, ସମୟ: ସକାଳ ୯ଟା। (678, 384, 896, 422)
article-body: ନ୍ୟାୟପାଳିକାର ସ୍ୱାଧୀନତା ଉପରେ ଆଘାତ ହେଉଛି ବୋଲି କଂଗ୍ରେସ ଅଭିଯୋଗ କରିଛି। ଏହା ଗଣତନ୍ତ୍ର ପାଇଁ ବିପଦ ସଙ୍କେତ ବୋଲି ଦଳ କହିଛି। (14, 1610, 272, 1665)
gemini-icon: ♊ (1147, 592, 1213, 658)
event-item: ▪ ପ୍ରବୁଦ୍ଧା ଶିଳ୍ପକଳାର ଉନ୍ମୁକ୍ତ ପଥପ୍ରାନ୍ତ, ସ୍ଥାନ: ରବୀନ୍ଦ୍ର ମଣ୍ଡପ, ସମୟ: ଅପରାହ୍ଣ ୫ଟା ୩୦। (8, 180, 227, 236)
